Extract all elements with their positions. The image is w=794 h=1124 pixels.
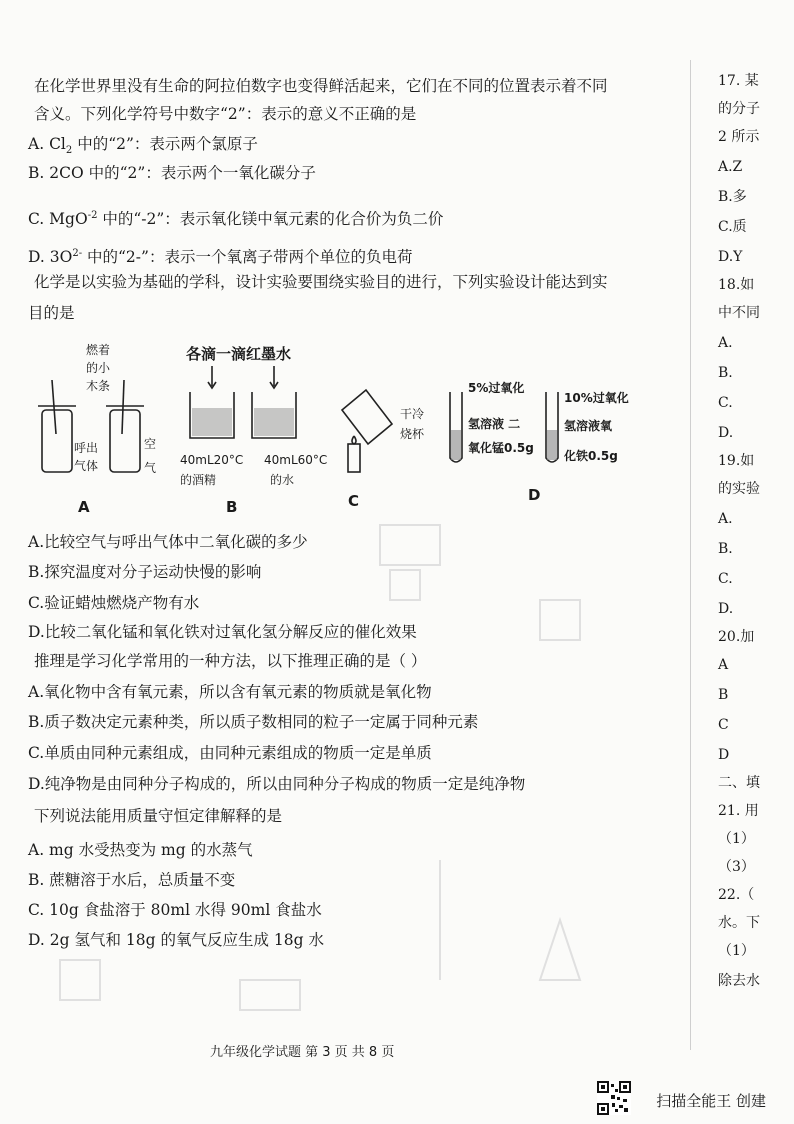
q4-option-d: D. 2g 氢气和 18g 的氧气反应生成 18g 水 (28, 931, 324, 949)
q3-option-c: C.单质由同种元素组成，由同种元素组成的物质一定是单质 (28, 744, 432, 762)
right-column-fragment: 2 所示 (718, 129, 760, 145)
q4-stem: 下列说法能用质量守恒定律解释的是 (34, 807, 283, 825)
right-column-fragment: 中不同 (718, 305, 760, 321)
q2-option-d: D.比较二氧化锰和氧化铁对过氧化氢分解反应的催化效果 (28, 623, 417, 641)
q1-option-d: D. $3O^{2-}$ 中的“2-”：表示一个氧离子带两个单位的负电荷 (28, 248, 413, 267)
right-column-fragment: B. (718, 365, 733, 381)
q3-option-d: D.纯净物是由同种分子构成的，所以由同种分子构成的物质一定是纯净物 (28, 775, 526, 793)
fig-d-t2: 氢溶液 二 (468, 417, 521, 431)
fig-b-title: 各滴一滴红墨水 (186, 345, 292, 363)
right-column-fragment: （1） (718, 831, 755, 847)
q4-option-b: B. 蔗糖溶于水后，总质量不变 (28, 871, 236, 889)
right-column-fragment: 21. 用 (718, 803, 759, 819)
right-column-fragment: （1） (718, 943, 755, 959)
right-column-fragment: C.质 (718, 219, 747, 235)
fig-b-label: B (226, 498, 238, 516)
right-column-fragment: 水。下 (718, 915, 760, 931)
q1-option-c: C. MgO$^{-2}$ 中的“-2”：表示氧化镁中氧元素的化合价为负二价 (28, 210, 444, 229)
fig-a-text1: 燃着 (86, 343, 111, 357)
fig-d-u1: 10%过氧化 (564, 391, 629, 405)
right-column-fragment: （3） (718, 859, 755, 875)
fig-c-t2: 烧杯 (400, 427, 425, 441)
q4-option-c: C. 10g 食盐溶于 80ml 水得 90ml 食盐水 (28, 901, 322, 919)
column-divider (690, 60, 691, 1050)
q2-line2: 目的是 (28, 304, 75, 322)
fig-d-t3: 氧化锰0.5g (468, 441, 534, 455)
right-column-fragment: B.多 (718, 189, 747, 205)
q1-option-b: B. 2CO 中的“2”：表示两个一氧化碳分子 (28, 164, 316, 182)
right-column-fragment: C (718, 717, 729, 733)
fig-d-t1: 5%过氧化 (468, 381, 525, 395)
page-footer: 九年级化学试题 第 3 页 共 8 页 (210, 1045, 395, 1060)
right-column-fragment: A. (718, 335, 733, 351)
right-column-fragment: 除去水 (718, 973, 760, 989)
fig-a-text2: 的小 (86, 361, 111, 375)
q1-intro-line1: 在化学世界里没有生命的阿拉伯数字也变得鲜活起来，它们在不同的位置表示着不同 (34, 77, 608, 95)
fig-b-t2: 40mL60°C (264, 453, 328, 467)
right-column-fragment: A.Z (718, 159, 743, 175)
right-column-fragment: B. (718, 541, 733, 557)
right-column-fragment: 的分子 (718, 101, 760, 117)
fig-c-t1: 干冷 (400, 407, 425, 421)
fig-b-t1: 40mL20°C (180, 453, 244, 467)
right-column-fragment: D. (718, 425, 734, 441)
right-column-fragment: C. (718, 571, 733, 587)
fig-d-label: D (528, 486, 541, 504)
right-column-fragment: 的实验 (718, 481, 760, 497)
right-column-fragment: B (718, 687, 729, 703)
right-column-fragment: 17. 某 (718, 73, 759, 89)
q3-option-a: A.氧化物中含有氧元素，所以含有氧元素的物质就是氧化物 (28, 683, 432, 701)
qr-code-icon (597, 1081, 631, 1115)
q3-option-b: B.质子数决定元素种类，所以质子数相同的粒子一定属于同种元素 (28, 713, 479, 731)
fig-c-label: C (348, 492, 360, 510)
right-column-fragment: 二、填 (718, 775, 760, 791)
q3-stem: 推理是学习化学常用的一种方法，以下推理正确的是（ ） (34, 652, 427, 670)
q2-line1: 化学是以实验为基础的学科，设计实验要围绕实验目的进行，下列实验设计能达到实 (34, 273, 608, 291)
fig-a-text3: 木条 (86, 379, 111, 393)
fig-a-right: 空 (144, 437, 157, 451)
right-column-fragment: A. (718, 511, 733, 527)
q1-intro-line2: 含义。下列化学符号中数字“2”：表示的意义不正确的是 (34, 105, 417, 123)
fig-d-u3: 化铁0.5g (564, 449, 618, 463)
right-column-fragment: A (718, 657, 729, 673)
right-column-fragment: D (718, 747, 730, 763)
right-column-fragment: 19.如 (718, 453, 755, 469)
fig-a-right2: 气 (144, 461, 157, 475)
right-column-fragment: 20.加 (718, 629, 755, 645)
q2-option-a: A.比较空气与呼出气体中二氧化碳的多少 (28, 533, 308, 551)
q2-option-c: C.验证蜡烛燃烧产物有水 (28, 594, 200, 612)
fig-b-t2b: 的水 (270, 473, 295, 487)
fig-a-left: 呼出 (74, 441, 99, 455)
fig-a-left2: 气体 (74, 459, 99, 473)
right-column-fragment: D. (718, 601, 734, 617)
right-column-fragment: C. (718, 395, 733, 411)
q2-option-b: B.探究温度对分子运动快慢的影响 (28, 563, 262, 581)
experiment-figure (30, 340, 670, 520)
q1-option-a: A. $Cl_2$ 中的“2”：表示两个氯原子 (28, 135, 258, 157)
right-column-fragment: 22.（ (718, 887, 755, 903)
q4-option-a: A. mg 水受热变为 mg 的水蒸气 (28, 841, 253, 859)
fig-d-u2: 氢溶液氧 (564, 419, 613, 433)
fig-a-label: A (78, 498, 90, 516)
scanner-watermark: 扫描全能王 创建 (656, 1092, 766, 1110)
right-column-fragment: 18.如 (718, 277, 755, 293)
right-column-fragment: D.Y (718, 249, 743, 265)
fig-b-t1b: 的酒精 (180, 473, 217, 487)
